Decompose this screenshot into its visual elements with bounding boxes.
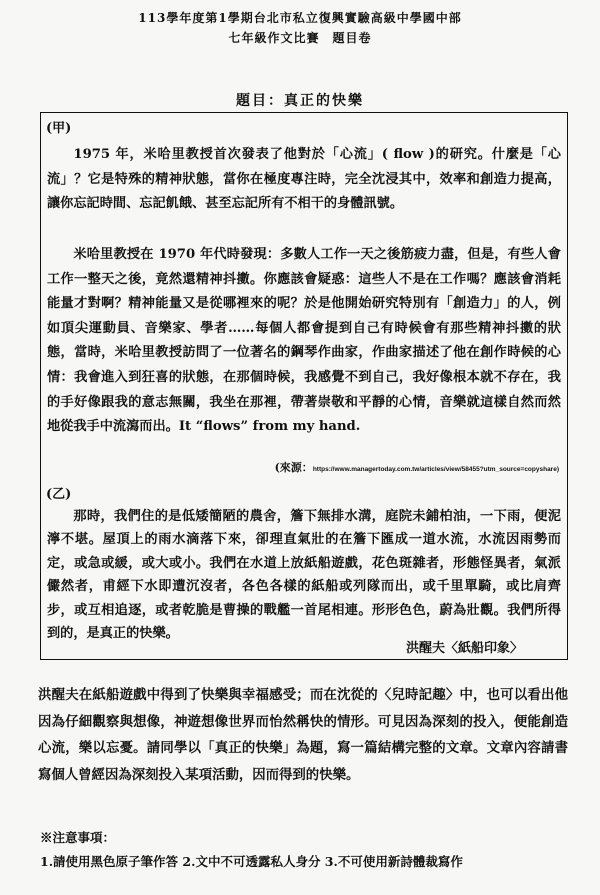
jia-source [275,459,559,475]
yi-signature: 洪醒夫〈紙船印象〉 [405,641,523,656]
exam-title-line2: 七年級作文比賽 題目卷 [228,31,372,45]
essay-topic: 題目：真正的快樂 [236,93,364,109]
notes-line: 1.請使用黑色原子筆作答 2.文中不可透露私人身分 3.不可使用新詩體裁寫作 [40,854,463,869]
reading-passage-box [40,112,568,660]
jia-paragraph-2: 米哈里教授在 1970 年代時發現：多數人工作一天之後筋疲力盡，但是，有些人會工作一整天之後，竟然還精神抖擻。你應該會疑惑：這些人不是在工作嗎？應該會消耗能量才對啊？精神能量又是從哪裡來的呢？於是他開始研究特別有「創造力」的人，例如頂尖運動員、音樂家、學者……每個人都會提到自己有時候會有那些精神抖擻的狀態，當時，米哈里教授訪問了一位著名的鋼琴作曲家，作曲家描述了他在創作時候的心情：我會進入到狂喜的狀態，在那個時候，我感覺不到自己，我好像根本就不存在，我的手好像跟我的意志無關，我坐在那裡，帶著崇敬和平靜的心情，音樂就這樣自然而然地從我手中流瀉而出。It “flows” from my hand. [47,247,561,435]
notes-title: ※注意事項： [40,830,116,845]
exam-header [0,8,600,48]
notes [40,826,570,874]
source-label: (來源： [274,461,313,474]
exam-title-line1: 113學年度第1學期台北市私立復興實驗高級中學國中部 [138,11,462,25]
source-url: https://www.managertoday.com.tw/articles/view/58455?utm_source=copyshare) [312,466,559,473]
section-label-jia: (甲) [46,121,72,136]
jia-paragraph-1: 1975 年，米哈里教授首次發表了他對於「心流」( flow )的研究。什麼是「心流」？它是特殊的精神狀態，當你在極度專注時，完全沈浸其中，效率和創造力提高，讓你忘記時間、忘記飢餓、甚至忘記所有不相干的身體訊號。 [47,147,561,212]
section-label-yi: (乙) [46,487,72,502]
yi-paragraph: 那時，我們住的是低矮簡陋的農舍，簷下無排水溝，庭院未鋪柏油，一下雨，便泥濘不堪。屋頂上的雨水滴落下來，卻理直氣壯的在簷下匯成一道水流，水流因雨勢而定，或急或緩，或大或小。我們在水道上放紙船遊戲，花色斑雜者，形態怪異者，氣派儼然者，甫經下水即遭沉沒者，各色各樣的紙船或列隊而出，或千里單騎，或比肩齊步，或互相追逐，或者乾脆是曹操的戰艦一首尾相連。形形色色，蔚為壯觀。我們所得到的，是真正的快樂。 [47,509,561,642]
writing-instruction: 洪醒夫在紙船遊戲中得到了快樂與幸福感受；而在沈從的〈兒時記趣〉中，也可以看出他因為仔細觀察與想像，神遊想像世界而怡然稱快的情形。可見因為深刻的投入，便能創造心流，樂以忘憂。請同學以「真正的快樂」為題，寫一篇結構完整的文章。文章內容請書寫個人曾經因為深刻投入某項活動，因而得到的快樂。 [38,687,568,783]
